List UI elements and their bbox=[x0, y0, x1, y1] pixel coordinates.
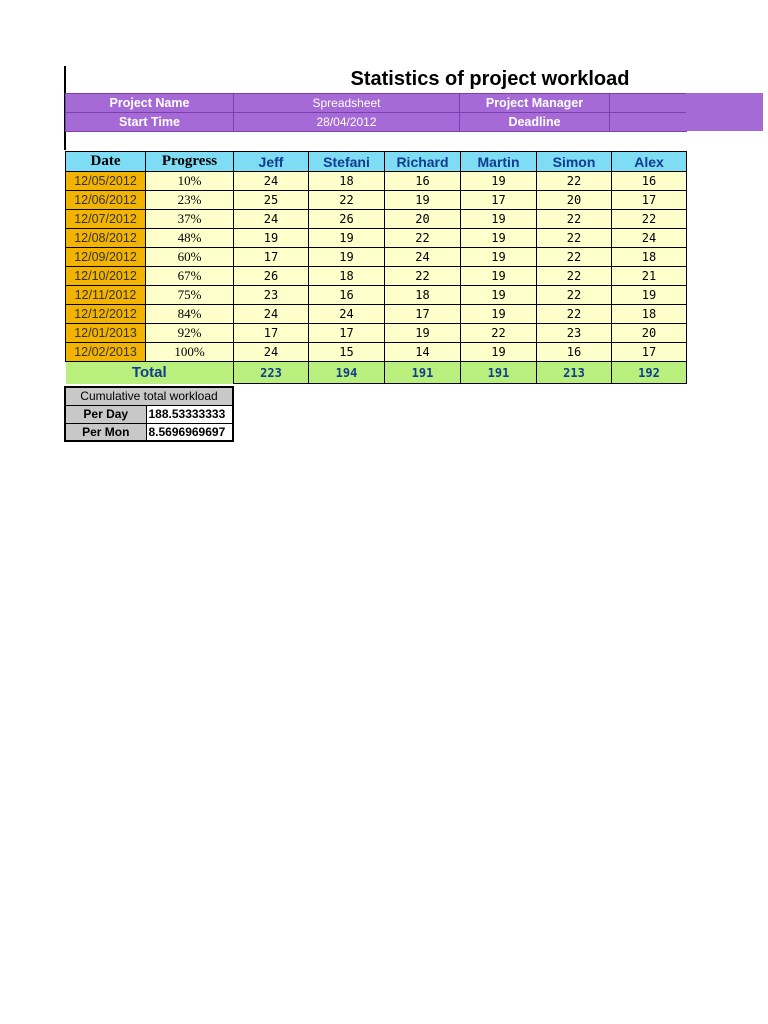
value-cell[interactable]: 23 bbox=[234, 286, 309, 305]
value-cell[interactable]: 17 bbox=[612, 191, 687, 210]
value-cell[interactable]: 22 bbox=[385, 267, 461, 286]
value-cell[interactable]: 17 bbox=[309, 324, 385, 343]
total-cell[interactable]: 191 bbox=[385, 362, 461, 384]
value-cell[interactable]: 19 bbox=[461, 305, 537, 324]
value-cell[interactable]: 15 bbox=[309, 343, 385, 362]
sheet-title: Statistics of project workload bbox=[350, 68, 630, 90]
value-cell[interactable]: 22 bbox=[537, 248, 612, 267]
table-row bbox=[66, 267, 687, 286]
value-cell[interactable]: 22 bbox=[385, 229, 461, 248]
value-cell[interactable]: 16 bbox=[537, 343, 612, 362]
workload-table bbox=[65, 151, 687, 384]
value-cell[interactable]: 14 bbox=[385, 343, 461, 362]
value-cell[interactable]: 19 bbox=[309, 248, 385, 267]
value-cell[interactable]: 19 bbox=[461, 248, 537, 267]
project-name-label: Project Name bbox=[66, 94, 234, 113]
table-row bbox=[66, 305, 687, 324]
value-cell[interactable]: 19 bbox=[234, 229, 309, 248]
table-row bbox=[66, 229, 687, 248]
value-cell[interactable]: 17 bbox=[234, 324, 309, 343]
progress-cell[interactable]: 10% bbox=[146, 172, 234, 191]
value-cell[interactable]: 22 bbox=[537, 229, 612, 248]
header-progress: Progress bbox=[146, 152, 234, 172]
value-cell[interactable]: 19 bbox=[461, 172, 537, 191]
value-cell[interactable]: 25 bbox=[234, 191, 309, 210]
header-row bbox=[66, 152, 687, 172]
value-cell[interactable]: 19 bbox=[461, 343, 537, 362]
table-row bbox=[66, 343, 687, 362]
value-cell[interactable]: 21 bbox=[612, 267, 687, 286]
value-cell[interactable]: 22 bbox=[461, 324, 537, 343]
value-cell[interactable]: 24 bbox=[612, 229, 687, 248]
project-name-value[interactable]: Spreadsheet bbox=[234, 94, 460, 113]
value-cell[interactable]: 19 bbox=[461, 229, 537, 248]
value-cell[interactable]: 22 bbox=[612, 210, 687, 229]
table-row bbox=[66, 172, 687, 191]
value-cell[interactable]: 19 bbox=[461, 267, 537, 286]
value-cell[interactable]: 24 bbox=[309, 305, 385, 324]
value-cell[interactable]: 19 bbox=[461, 286, 537, 305]
value-cell[interactable]: 19 bbox=[612, 286, 687, 305]
total-cell[interactable]: 191 bbox=[461, 362, 537, 384]
progress-cell[interactable]: 92% bbox=[146, 324, 234, 343]
date-cell[interactable]: 12/12/2012 bbox=[66, 305, 146, 324]
project-manager-label: Project Manager bbox=[460, 94, 610, 113]
value-cell[interactable]: 20 bbox=[612, 324, 687, 343]
progress-cell[interactable]: 60% bbox=[146, 248, 234, 267]
date-cell[interactable]: 12/02/2013 bbox=[66, 343, 146, 362]
progress-cell[interactable]: 37% bbox=[146, 210, 234, 229]
value-cell[interactable]: 18 bbox=[309, 267, 385, 286]
header-simon: Simon bbox=[537, 152, 612, 172]
per-mon-label: Per Mon bbox=[65, 423, 146, 441]
header-date: Date bbox=[66, 152, 146, 172]
progress-cell[interactable]: 23% bbox=[146, 191, 234, 210]
progress-cell[interactable]: 100% bbox=[146, 343, 234, 362]
date-cell[interactable]: 12/05/2012 bbox=[66, 172, 146, 191]
table-row bbox=[66, 248, 687, 267]
value-cell[interactable]: 18 bbox=[309, 172, 385, 191]
table-row bbox=[66, 324, 687, 343]
total-cell[interactable]: 192 bbox=[612, 362, 687, 384]
per-day-label: Per Day bbox=[65, 405, 146, 423]
header-alex: Alex bbox=[612, 152, 687, 172]
date-cell[interactable]: 12/01/2013 bbox=[66, 324, 146, 343]
value-cell[interactable]: 17 bbox=[234, 248, 309, 267]
deadline-label: Deadline bbox=[460, 113, 610, 132]
total-cell[interactable]: 194 bbox=[309, 362, 385, 384]
date-cell[interactable]: 12/11/2012 bbox=[66, 286, 146, 305]
value-cell[interactable]: 24 bbox=[385, 248, 461, 267]
value-cell[interactable]: 24 bbox=[234, 343, 309, 362]
value-cell[interactable]: 19 bbox=[385, 191, 461, 210]
start-time-label: Start Time bbox=[66, 113, 234, 132]
start-time-value[interactable]: 28/04/2012 bbox=[234, 113, 460, 132]
value-cell[interactable]: 18 bbox=[612, 248, 687, 267]
table-row bbox=[66, 286, 687, 305]
value-cell[interactable]: 24 bbox=[234, 172, 309, 191]
value-cell[interactable]: 22 bbox=[537, 305, 612, 324]
table-row bbox=[66, 210, 687, 229]
value-cell[interactable]: 22 bbox=[537, 286, 612, 305]
header-stefani: Stefani bbox=[309, 152, 385, 172]
value-cell[interactable]: 17 bbox=[385, 305, 461, 324]
header-martin: Martin bbox=[461, 152, 537, 172]
value-cell[interactable]: 20 bbox=[537, 191, 612, 210]
table-row bbox=[66, 191, 687, 210]
value-cell[interactable]: 24 bbox=[234, 305, 309, 324]
total-row bbox=[66, 362, 687, 384]
header-richard: Richard bbox=[385, 152, 461, 172]
date-cell[interactable]: 12/10/2012 bbox=[66, 267, 146, 286]
per-day-value[interactable]: 188.53333333 bbox=[146, 405, 233, 423]
deadline-value[interactable] bbox=[610, 113, 687, 132]
per-mon-value[interactable]: 8.5696969697 bbox=[146, 423, 233, 441]
progress-cell[interactable]: 48% bbox=[146, 229, 234, 248]
value-cell[interactable]: 20 bbox=[385, 210, 461, 229]
value-cell[interactable]: 17 bbox=[461, 191, 537, 210]
value-cell[interactable]: 22 bbox=[537, 172, 612, 191]
value-cell[interactable]: 16 bbox=[385, 172, 461, 191]
value-cell[interactable]: 19 bbox=[309, 229, 385, 248]
total-label: Total bbox=[66, 362, 234, 384]
value-cell[interactable]: 22 bbox=[309, 191, 385, 210]
value-cell[interactable]: 26 bbox=[234, 267, 309, 286]
value-cell[interactable]: 18 bbox=[612, 305, 687, 324]
summary-heading: Cumulative total workload bbox=[65, 387, 233, 405]
date-cell[interactable]: 12/08/2012 bbox=[66, 229, 146, 248]
info-band-extension bbox=[686, 93, 763, 131]
header-jeff: Jeff bbox=[234, 152, 309, 172]
date-cell[interactable]: 12/09/2012 bbox=[66, 248, 146, 267]
date-cell[interactable]: 12/06/2012 bbox=[66, 191, 146, 210]
value-cell[interactable]: 22 bbox=[537, 267, 612, 286]
total-cell[interactable]: 223 bbox=[234, 362, 309, 384]
progress-cell[interactable]: 75% bbox=[146, 286, 234, 305]
value-cell[interactable]: 19 bbox=[385, 324, 461, 343]
project-manager-value[interactable] bbox=[610, 94, 687, 113]
date-cell[interactable]: 12/07/2012 bbox=[66, 210, 146, 229]
value-cell[interactable]: 26 bbox=[309, 210, 385, 229]
value-cell[interactable]: 19 bbox=[461, 210, 537, 229]
progress-cell[interactable]: 67% bbox=[146, 267, 234, 286]
value-cell[interactable]: 16 bbox=[612, 172, 687, 191]
value-cell[interactable]: 17 bbox=[612, 343, 687, 362]
project-info-table bbox=[65, 93, 687, 132]
value-cell[interactable]: 16 bbox=[309, 286, 385, 305]
progress-cell[interactable]: 84% bbox=[146, 305, 234, 324]
summary-table bbox=[64, 386, 234, 442]
value-cell[interactable]: 24 bbox=[234, 210, 309, 229]
total-cell[interactable]: 213 bbox=[537, 362, 612, 384]
value-cell[interactable]: 18 bbox=[385, 286, 461, 305]
value-cell[interactable]: 23 bbox=[537, 324, 612, 343]
value-cell[interactable]: 22 bbox=[537, 210, 612, 229]
